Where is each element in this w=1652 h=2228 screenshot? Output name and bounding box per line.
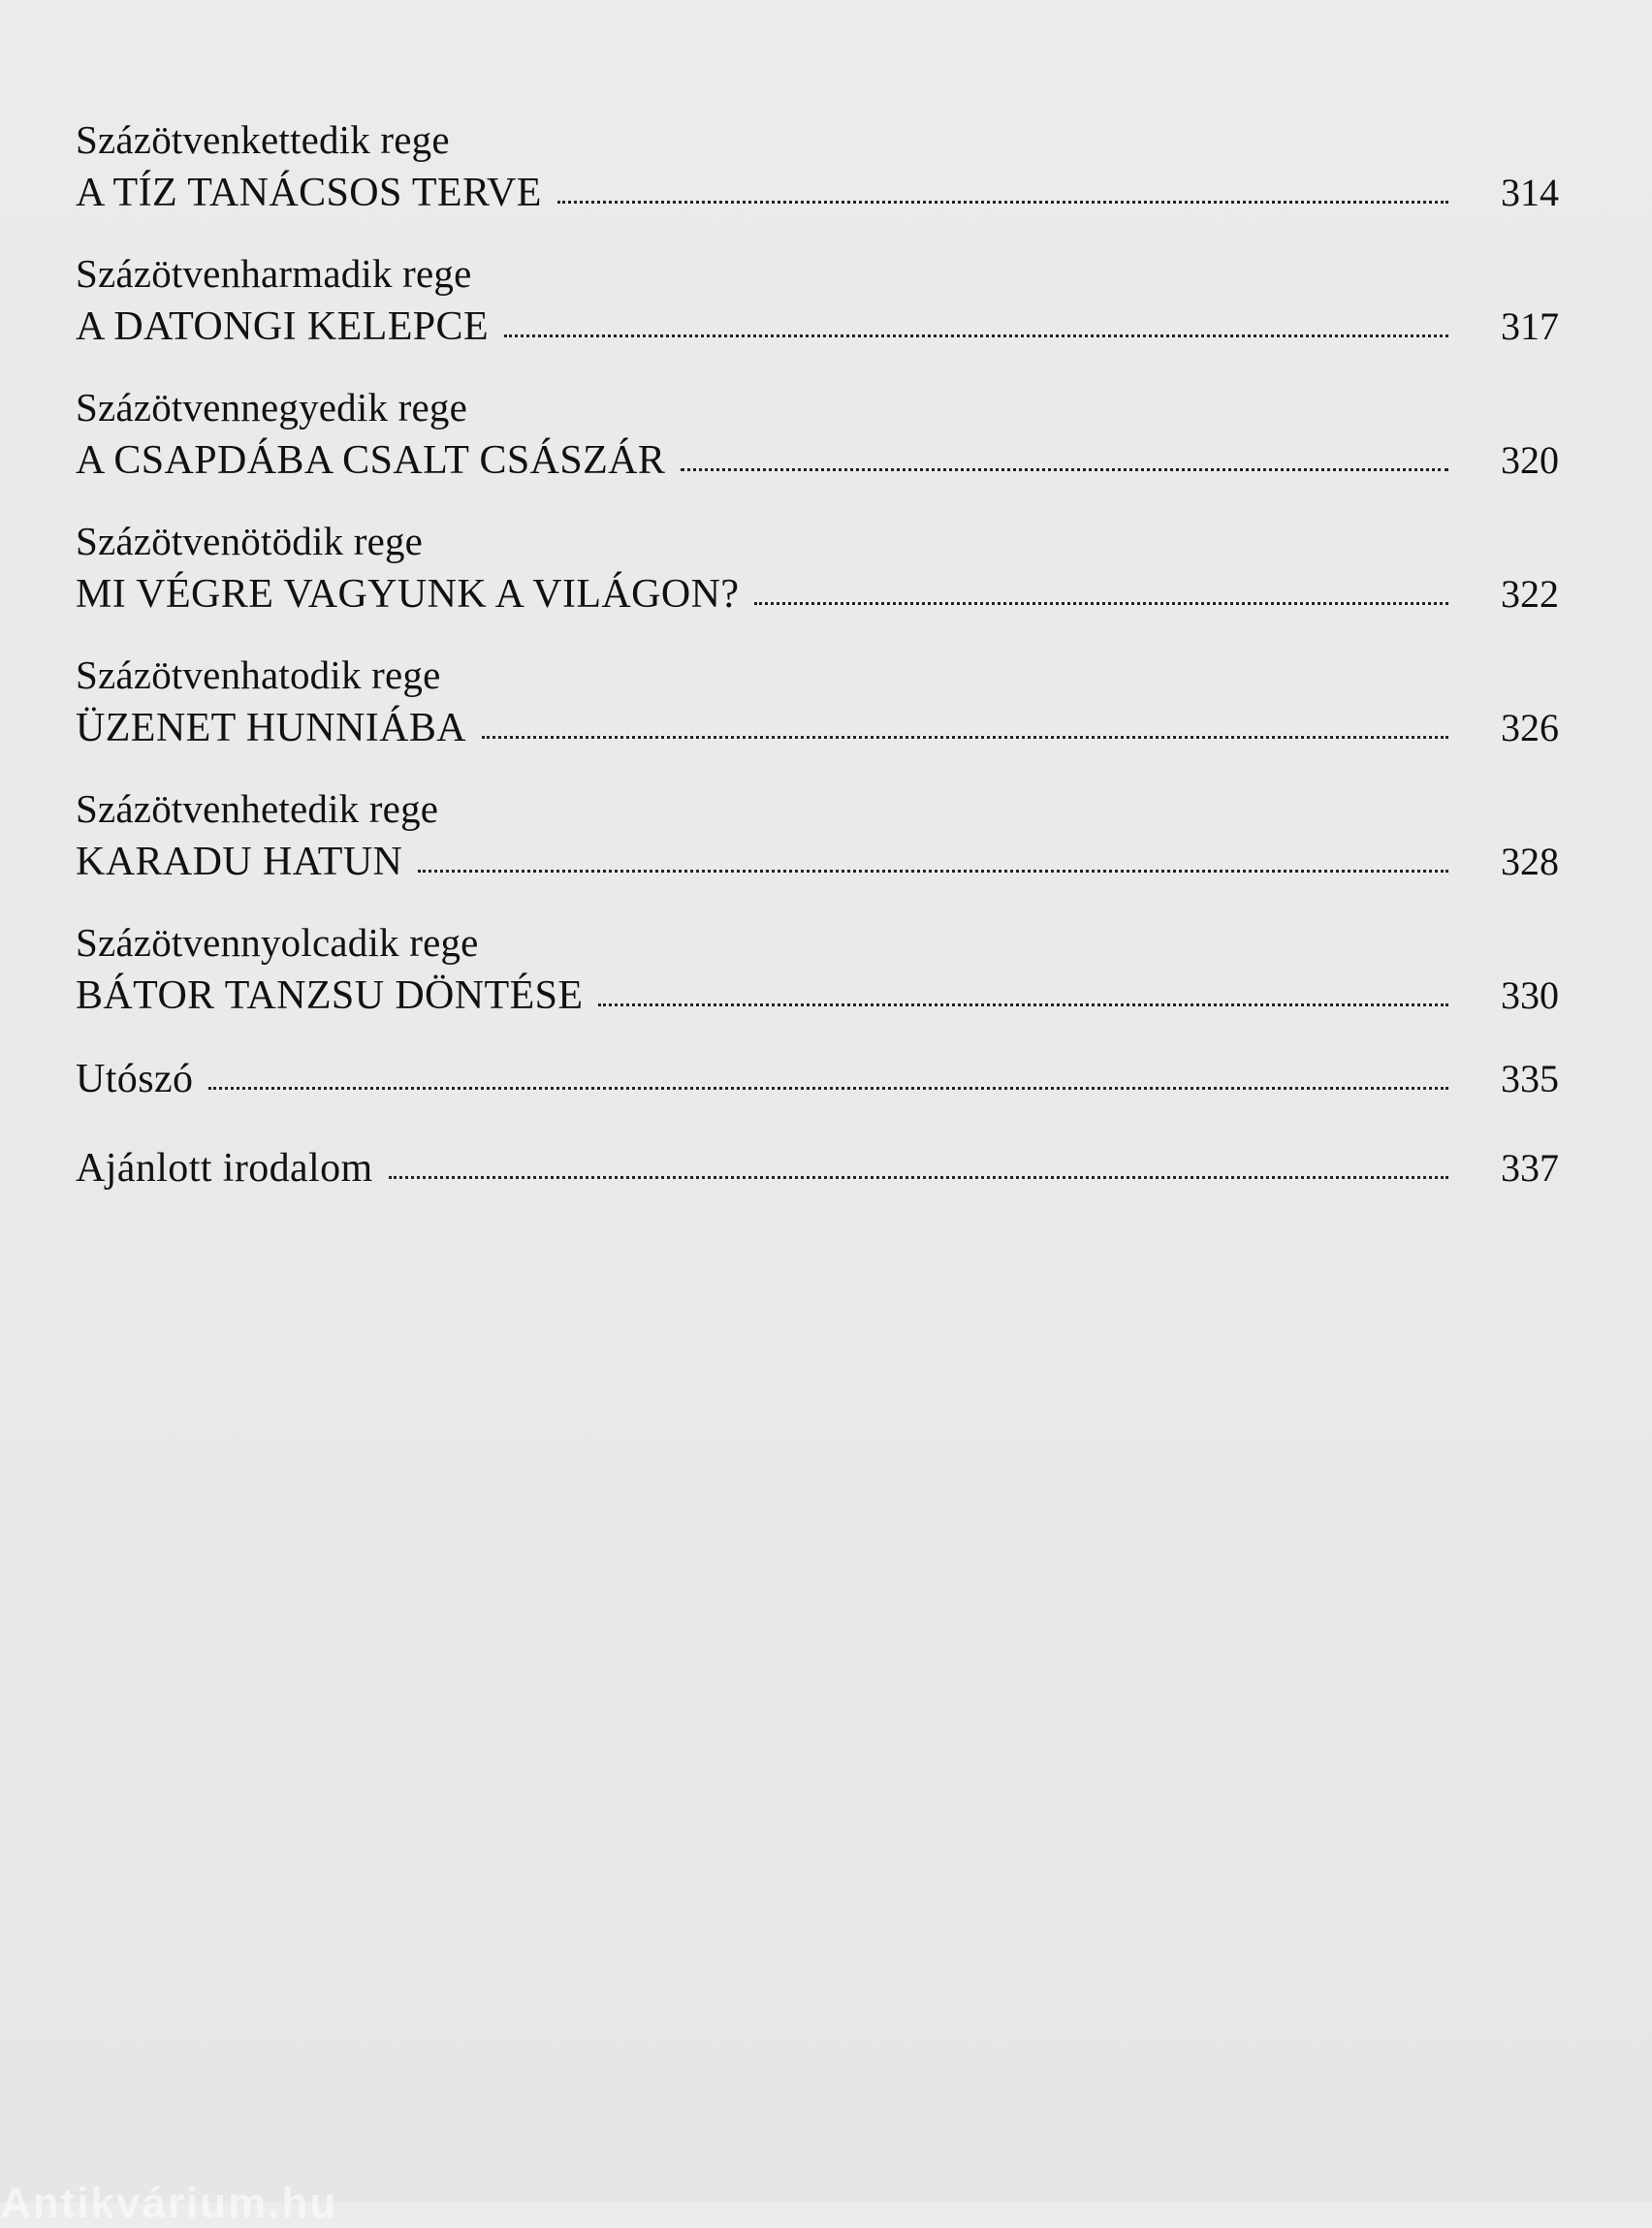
page-number: 322	[1501, 572, 1559, 616]
page-number: 335	[1501, 1057, 1559, 1100]
page-number: 326	[1501, 706, 1559, 749]
toc-line	[76, 1051, 1559, 1107]
chapter-title: BÁTOR TANZSU DÖNTÉSE	[76, 973, 584, 1018]
chapter-number: Százötvenötödik rege	[76, 519, 424, 563]
toc-line	[76, 700, 1559, 756]
toc-entry	[76, 114, 1559, 221]
dot-leader	[418, 870, 1448, 873]
chapter-title: KARADU HATUN	[76, 840, 403, 884]
dot-leader	[389, 1176, 1448, 1179]
toc-entry-afterword	[76, 1051, 1559, 1107]
toc-line	[76, 968, 1559, 1024]
toc-entry	[76, 382, 1559, 489]
dot-leader	[681, 468, 1448, 471]
page-number: 314	[1501, 171, 1559, 214]
page-number: 317	[1501, 304, 1559, 348]
chapter-title: MI VÉGRE VAGYUNK A VILÁGON?	[76, 572, 740, 617]
chapter-title: A DATONGI KELEPCE	[76, 304, 490, 349]
page-number: 330	[1501, 973, 1559, 1017]
chapter-title: A CSAPDÁBA CSALT CSÁSZÁR	[76, 438, 666, 483]
chapter-number: Százötvennegyedik rege	[76, 385, 467, 430]
toc-entry-recommended-reading	[76, 1140, 1559, 1196]
watermark: Antikvárium.hu	[0, 2180, 338, 2227]
toc-entry	[76, 917, 1559, 1024]
toc-line	[76, 566, 1559, 622]
toc-entry	[76, 783, 1559, 890]
chapter-title: A TÍZ TANÁCSOS TERVE	[76, 171, 542, 215]
dot-leader	[557, 201, 1448, 204]
page-number: 320	[1501, 438, 1559, 482]
toc-entry	[76, 516, 1559, 622]
section-title: Utószó	[76, 1057, 194, 1101]
dot-leader	[754, 602, 1448, 605]
page-number: 337	[1501, 1146, 1559, 1190]
chapter-number: Százötvenhatodik rege	[76, 652, 441, 697]
toc-line	[76, 165, 1559, 221]
toc-line	[76, 299, 1559, 355]
dot-leader	[504, 334, 1448, 337]
toc-entry	[76, 248, 1559, 355]
chapter-number: Százötvenharmadik rege	[76, 251, 472, 296]
dot-leader	[482, 736, 1448, 739]
chapter-title: ÜZENET HUNNIÁBA	[76, 706, 467, 750]
chapter-number: Százötvennyolcadik rege	[76, 920, 479, 965]
chapter-number: Százötvenhetedik rege	[76, 786, 439, 831]
toc-line	[76, 834, 1559, 890]
page-number: 328	[1501, 840, 1559, 883]
toc-entry	[76, 650, 1559, 756]
table-of-contents	[76, 114, 1559, 1229]
dot-leader	[208, 1087, 1448, 1090]
section-title: Ajánlott irodalom	[76, 1146, 373, 1191]
toc-line	[76, 432, 1559, 489]
chapter-number: Százötvenkettedik rege	[76, 117, 450, 162]
toc-line	[76, 1140, 1559, 1196]
dot-leader	[598, 1003, 1448, 1006]
